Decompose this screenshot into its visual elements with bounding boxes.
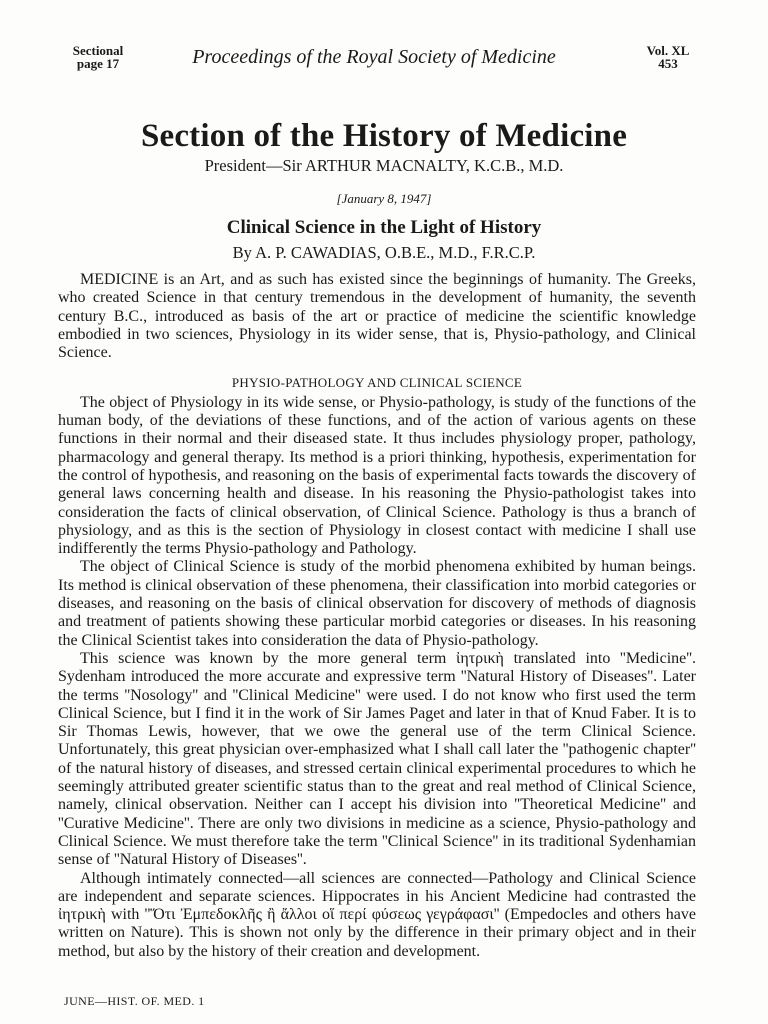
page-footer: JUNE—HIST. OF. MED. 1 <box>64 994 205 1008</box>
sectional-label: Sectional <box>72 43 124 58</box>
section-title: Section of the History of Medicine <box>140 118 628 154</box>
page-number: 453 <box>658 56 678 71</box>
sectional-page-label <box>58 44 138 70</box>
paragraph-clinical-science: The object of Clinical Science is study of the morbid phenomena exhibited by human beings. Its method is clinical observation of these phenomena, their classification into morbid categories or diseases, and reasoning on the basis of clinical observation for discovery of methods of diagnosis and treatment of patients showing these particular morbid categories or diseases. In his reasoning the Clinical Scientist takes into consideration the data of Physio-pathology. <box>58 558 696 649</box>
journal-title: Proceedings of the Royal Society of Medicine <box>192 46 556 68</box>
paragraph-intro: MEDICINE is an Art, and as such has existed since the beginnings of humanity. The Greeks, who created Science in that century tremendous in the development of humanity, the seventh century B.C., introduced as basis of the art or practice of medicine the scientific knowledge embodied in two sciences, Physiology in its wider sense, that is, Physio-pathology, and Clinical Science. <box>58 271 696 362</box>
article-title: Clinical Science in the Light of History <box>226 217 542 238</box>
article-body <box>58 271 696 961</box>
sectional-page-number: page 17 <box>76 56 120 71</box>
subsection-heading: PHYSIO-PATHOLOGY AND CLINICAL SCIENCE <box>231 375 523 391</box>
volume-label <box>628 44 708 70</box>
president-line: President—Sir ARTHUR MACNALTY, K.C.B., M.D. <box>204 156 564 175</box>
paragraph-physiology: The object of Physiology in its wide sense, or Physio-pathology, is study of the functions of the human body, of the deviations of these functions, and of the action of various agents on these functions in their normal and their diseased state. It thus includes physiology proper, pathology, pharmacology and general therapy. Its method is a priori thinking, hypothesis, experimentation for the control of hypothesis, and reasoning on the basis of experimental facts towards the discovery of general laws concerning health and disease. In his reasoning the Physio-pathologist takes into consideration the facts of clinical observation, of Clinical Science. Pathology is thus a branch of physiology, and as this is the section of Physiology in closest contact with medicine I shall use indifferently the terms Physio-pathology and Pathology. <box>58 393 696 558</box>
meeting-date: [January 8, 1947] <box>336 191 432 206</box>
paragraph-hippocrates: Although intimately connected—all sciences are connected—Pathology and Clinical Science are independent and separate sciences. Hippocrates in his Ancient Medicine had contrasted the ἰητρικὴ with ''Ὅτι Ἐμπεδοκλῆς ἢ ἄλλοι οἵ περί φύσεως γεγράφασι'' (Empedocles and others have written on Nature). This is shown not only by the difference in their primary object and in their method, but also by the history of their creation and development. <box>58 869 696 960</box>
volume-number: Vol. XL <box>646 43 690 58</box>
article-byline: By A. P. CAWADIAS, O.B.E., M.D., F.R.C.P. <box>232 243 536 262</box>
paragraph-terminology: This science was known by the more general term ἰητρικὴ translated into ''Medicine''. Sydenham introduced the more accurate and expressive term ''Natural History of Diseases''. Later the terms ''Nosology'' and ''Clinical Medicine'' were used. I do not know who first used the term Clinical Science, but I find it in the work of Sir James Paget and later in that of Knud Faber. It is to Sir Thomas Lewis, however, that we owe the general use of the term Clinical Science. Unfortunately, this great physician over-emphasized what I shall call later the ''pathogenic chapter'' of the natural history of diseases, and stressed certain clinical experimental procedures to which he seemingly attributed greater scientific status than to the great and real method of Clinical Science, namely, clinical observation. Neither can I accept his division into ''Theoretical Medicine'' and ''Curative Medicine''. There are only two divisions in medicine as a science, Physio-pathology and Clinical Science. We must therefore take the term ''Clinical Science'' in its traditional Sydenhamian sense of ''Natural History of Diseases''. <box>58 649 696 869</box>
